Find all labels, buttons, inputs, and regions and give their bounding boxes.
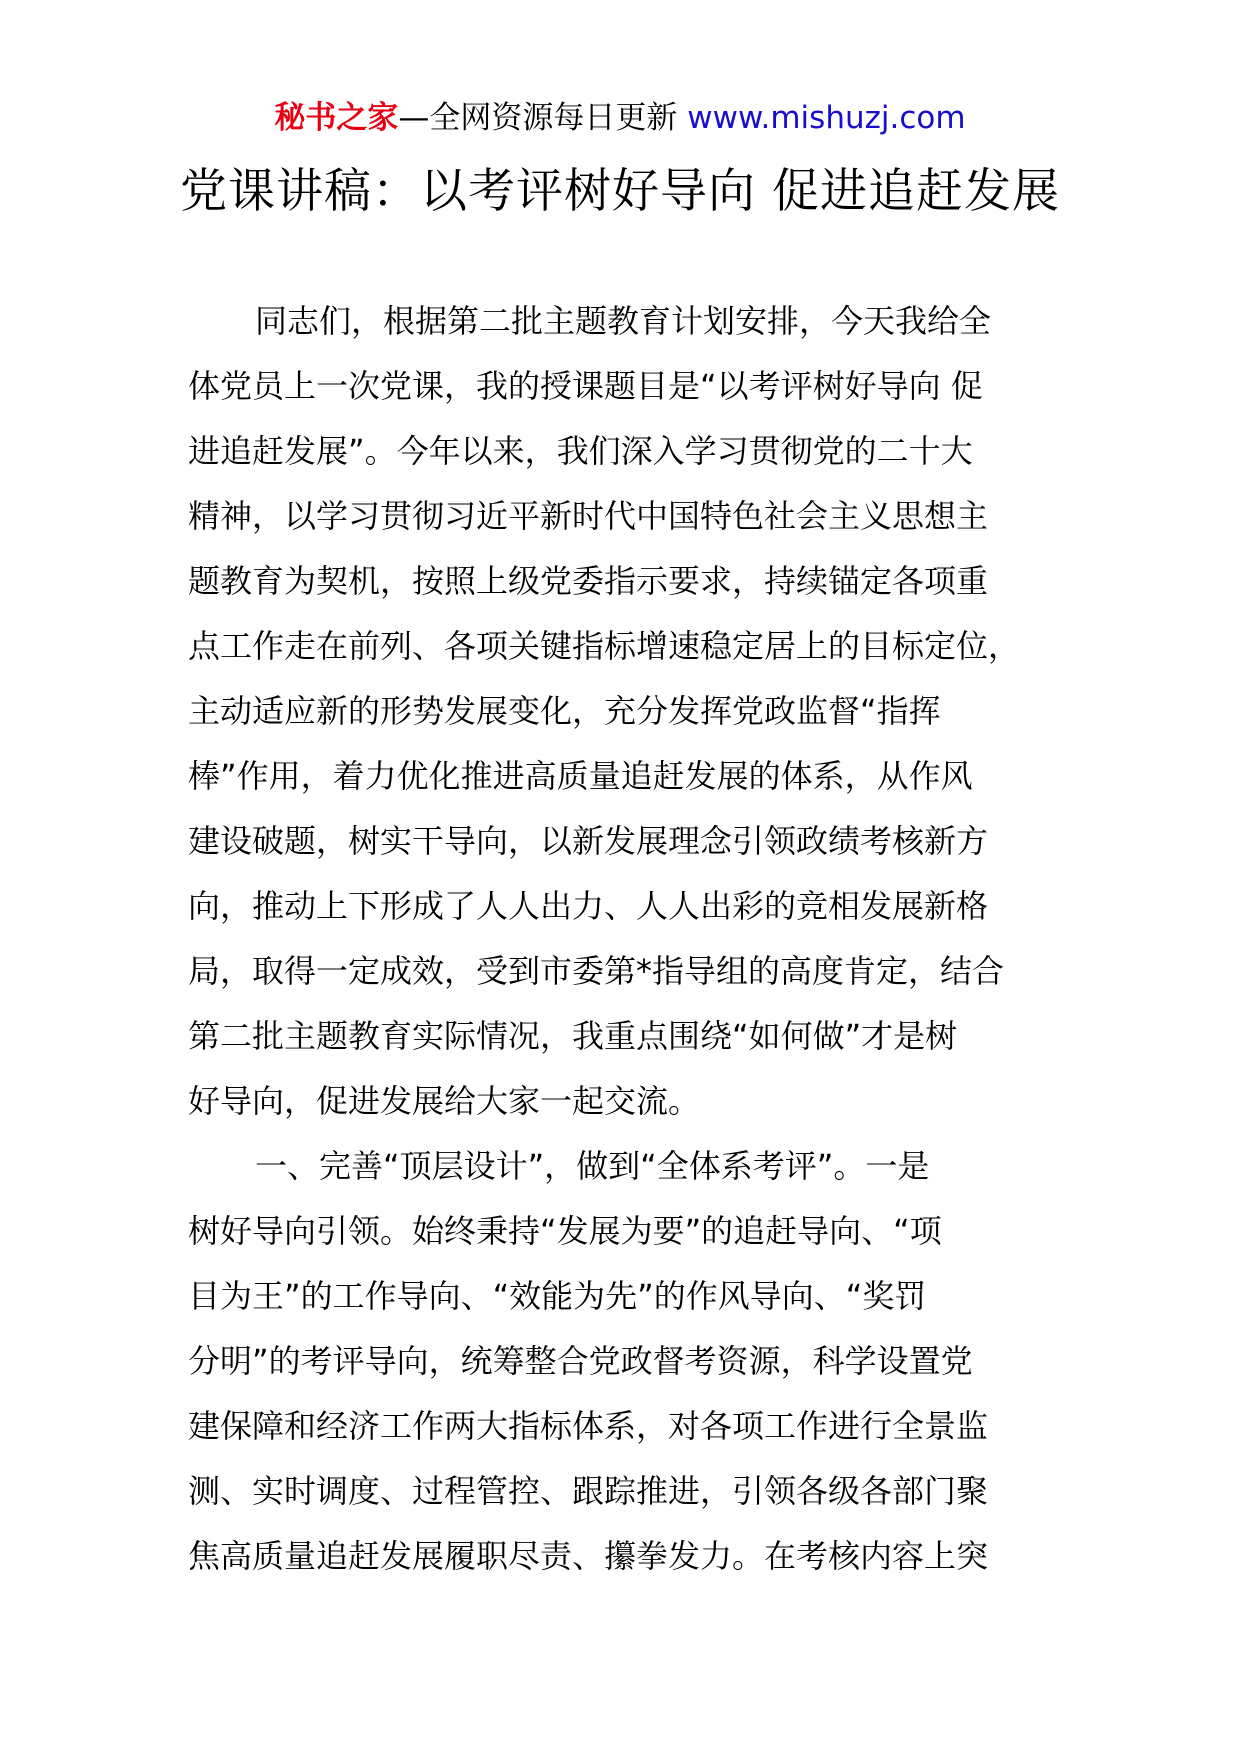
body-line: 向，推动上下形成了人人出力、人人出彩的竞相发展新格 bbox=[188, 887, 989, 925]
body-line: 分明”的考评导向，统筹整合党政督考资源，科学设置党 bbox=[188, 1342, 973, 1380]
site-header bbox=[0, 98, 1240, 138]
body-line: 好导向，促进发展给大家一起交流。 bbox=[188, 1082, 701, 1120]
body-line: 主动适应新的形势发展变化，充分发挥党政监督“指挥 bbox=[188, 692, 941, 730]
body-line: 第二批主题教育实际情况，我重点围绕“如何做”才是树 bbox=[188, 1017, 958, 1055]
site-tagline: —全网资源每日更新 bbox=[398, 100, 678, 136]
section-heading-line: 一、完善“顶层设计”，做到“全体系考评”。一是 bbox=[255, 1147, 930, 1185]
body-line: 棒”作用，着力优化推进高质量追赶发展的体系，从作风 bbox=[188, 757, 973, 795]
body-line: 题教育为契机，按照上级党委指示要求，持续锚定各项重 bbox=[188, 562, 989, 600]
body-line: 建设破题，树实干导向，以新发展理念引领政绩考核新方 bbox=[188, 822, 989, 860]
body-line: 精神，以学习贯彻习近平新时代中国特色社会主义思想主 bbox=[188, 497, 989, 535]
site-url-link[interactable]: www.mishuzj.com bbox=[687, 100, 966, 136]
body-line: 建保障和经济工作两大指标体系，对各项工作进行全景监 bbox=[188, 1407, 989, 1445]
body-line: 体党员上一次党课，我的授课题目是“以考评树好导向 促 bbox=[188, 367, 983, 405]
body-line: 局，取得一定成效，受到市委第*指导组的高度肯定，结合 bbox=[188, 952, 1005, 990]
body-line: 焦高质量追赶发展履职尽责、攥拳发力。在考核内容上突 bbox=[188, 1537, 989, 1575]
site-brand: 秘书之家 bbox=[274, 100, 399, 136]
body-line: 同志们，根据第二批主题教育计划安排，今天我给全 bbox=[255, 302, 992, 340]
document-title: 党课讲稿：以考评树好导向 促进追赶发展 bbox=[180, 164, 1060, 219]
document-body bbox=[188, 289, 1062, 1589]
body-line: 目为王”的工作导向、“效能为先”的作风导向、“奖罚 bbox=[188, 1277, 927, 1315]
body-line: 测、实时调度、过程管控、跟踪推进，引领各级各部门聚 bbox=[188, 1472, 989, 1510]
body-line: 进追赶发展”。今年以来，我们深入学习贯彻党的二十大 bbox=[188, 432, 973, 470]
body-line: 树好导向引领。始终秉持“发展为要”的追赶导向、“项 bbox=[188, 1212, 942, 1250]
body-line: 点工作走在前列、各项关键指标增速稳定居上的目标定位， bbox=[188, 627, 1021, 665]
